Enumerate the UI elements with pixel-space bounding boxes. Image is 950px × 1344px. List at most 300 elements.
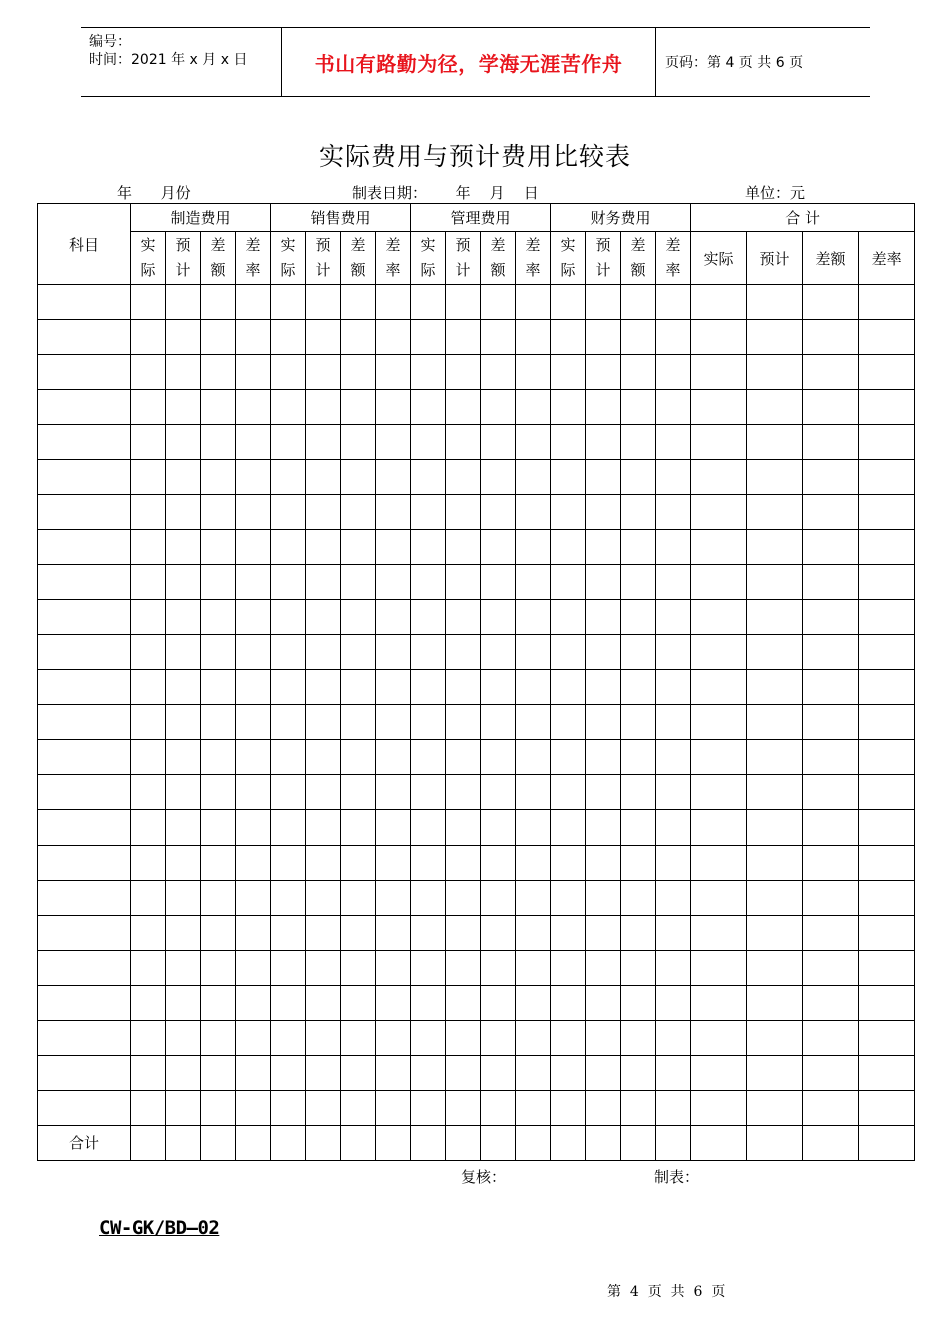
value-cell[interactable] — [201, 320, 236, 355]
value-cell[interactable] — [656, 775, 691, 810]
value-cell[interactable] — [166, 285, 201, 320]
value-cell[interactable] — [621, 390, 656, 425]
value-cell[interactable] — [551, 320, 586, 355]
value-cell[interactable] — [201, 950, 236, 985]
value-cell[interactable] — [586, 600, 621, 635]
value-cell[interactable] — [747, 985, 803, 1020]
value-cell[interactable] — [621, 670, 656, 705]
value-cell[interactable] — [341, 425, 376, 460]
value-cell[interactable] — [341, 600, 376, 635]
value-cell[interactable] — [481, 355, 516, 390]
value-cell[interactable] — [586, 635, 621, 670]
value-cell[interactable] — [586, 985, 621, 1020]
value-cell[interactable] — [201, 915, 236, 950]
value-cell[interactable] — [236, 565, 271, 600]
value-cell[interactable] — [621, 775, 656, 810]
value-cell[interactable] — [446, 985, 481, 1020]
value-cell[interactable] — [481, 600, 516, 635]
value-cell[interactable] — [131, 1090, 166, 1125]
value-cell[interactable] — [166, 775, 201, 810]
value-cell[interactable] — [859, 635, 915, 670]
value-cell[interactable] — [516, 460, 551, 495]
value-cell[interactable] — [621, 810, 656, 845]
value-cell[interactable] — [341, 355, 376, 390]
value-cell[interactable] — [271, 600, 306, 635]
value-cell[interactable] — [271, 705, 306, 740]
value-cell[interactable] — [411, 320, 446, 355]
value-cell[interactable] — [341, 320, 376, 355]
value-cell[interactable] — [803, 1055, 859, 1090]
value-cell[interactable] — [236, 530, 271, 565]
value-cell[interactable] — [166, 635, 201, 670]
subject-cell[interactable] — [38, 635, 131, 670]
subject-cell[interactable] — [38, 1020, 131, 1055]
value-cell[interactable] — [621, 950, 656, 985]
value-cell[interactable] — [236, 460, 271, 495]
value-cell[interactable] — [411, 600, 446, 635]
subject-cell[interactable] — [38, 845, 131, 880]
value-cell[interactable] — [271, 320, 306, 355]
value-cell[interactable] — [586, 740, 621, 775]
value-cell[interactable] — [236, 880, 271, 915]
value-cell[interactable] — [411, 530, 446, 565]
value-cell[interactable] — [656, 425, 691, 460]
value-cell[interactable] — [271, 1020, 306, 1055]
value-cell[interactable] — [411, 495, 446, 530]
value-cell[interactable] — [747, 600, 803, 635]
value-cell[interactable] — [131, 355, 166, 390]
value-cell[interactable] — [201, 775, 236, 810]
value-cell[interactable] — [656, 985, 691, 1020]
subject-cell[interactable] — [38, 355, 131, 390]
value-cell[interactable] — [516, 845, 551, 880]
value-cell[interactable] — [131, 1055, 166, 1090]
value-cell[interactable] — [747, 670, 803, 705]
value-cell[interactable] — [306, 1125, 341, 1160]
value-cell[interactable] — [859, 320, 915, 355]
value-cell[interactable] — [376, 1125, 411, 1160]
value-cell[interactable] — [236, 915, 271, 950]
value-cell[interactable] — [859, 775, 915, 810]
value-cell[interactable] — [691, 355, 747, 390]
value-cell[interactable] — [586, 425, 621, 460]
value-cell[interactable] — [621, 530, 656, 565]
value-cell[interactable] — [803, 845, 859, 880]
value-cell[interactable] — [271, 1090, 306, 1125]
value-cell[interactable] — [411, 1055, 446, 1090]
value-cell[interactable] — [747, 635, 803, 670]
subject-cell[interactable] — [38, 740, 131, 775]
value-cell[interactable] — [376, 495, 411, 530]
value-cell[interactable] — [747, 1055, 803, 1090]
value-cell[interactable] — [747, 530, 803, 565]
value-cell[interactable] — [586, 705, 621, 740]
value-cell[interactable] — [747, 355, 803, 390]
value-cell[interactable] — [376, 705, 411, 740]
value-cell[interactable] — [516, 355, 551, 390]
value-cell[interactable] — [859, 810, 915, 845]
value-cell[interactable] — [411, 880, 446, 915]
value-cell[interactable] — [306, 425, 341, 460]
value-cell[interactable] — [446, 495, 481, 530]
value-cell[interactable] — [656, 320, 691, 355]
value-cell[interactable] — [446, 530, 481, 565]
value-cell[interactable] — [803, 635, 859, 670]
value-cell[interactable] — [621, 635, 656, 670]
value-cell[interactable] — [621, 1090, 656, 1125]
value-cell[interactable] — [859, 845, 915, 880]
value-cell[interactable] — [481, 1090, 516, 1125]
value-cell[interactable] — [166, 1055, 201, 1090]
value-cell[interactable] — [166, 1125, 201, 1160]
value-cell[interactable] — [656, 635, 691, 670]
value-cell[interactable] — [306, 495, 341, 530]
value-cell[interactable] — [621, 705, 656, 740]
value-cell[interactable] — [306, 740, 341, 775]
value-cell[interactable] — [859, 985, 915, 1020]
value-cell[interactable] — [376, 1020, 411, 1055]
value-cell[interactable] — [131, 390, 166, 425]
value-cell[interactable] — [376, 460, 411, 495]
value-cell[interactable] — [481, 810, 516, 845]
value-cell[interactable] — [656, 1020, 691, 1055]
value-cell[interactable] — [481, 390, 516, 425]
value-cell[interactable] — [341, 810, 376, 845]
value-cell[interactable] — [446, 565, 481, 600]
subject-cell[interactable] — [38, 880, 131, 915]
value-cell[interactable] — [131, 880, 166, 915]
value-cell[interactable] — [803, 390, 859, 425]
value-cell[interactable] — [481, 425, 516, 460]
value-cell[interactable] — [166, 355, 201, 390]
value-cell[interactable] — [236, 1020, 271, 1055]
value-cell[interactable] — [691, 880, 747, 915]
value-cell[interactable] — [131, 740, 166, 775]
value-cell[interactable] — [411, 845, 446, 880]
value-cell[interactable] — [691, 1090, 747, 1125]
value-cell[interactable] — [376, 915, 411, 950]
value-cell[interactable] — [859, 1020, 915, 1055]
value-cell[interactable] — [446, 670, 481, 705]
value-cell[interactable] — [747, 565, 803, 600]
value-cell[interactable] — [376, 390, 411, 425]
value-cell[interactable] — [586, 320, 621, 355]
value-cell[interactable] — [201, 495, 236, 530]
value-cell[interactable] — [551, 425, 586, 460]
value-cell[interactable] — [446, 460, 481, 495]
value-cell[interactable] — [201, 355, 236, 390]
value-cell[interactable] — [131, 600, 166, 635]
value-cell[interactable] — [271, 460, 306, 495]
value-cell[interactable] — [747, 775, 803, 810]
value-cell[interactable] — [341, 775, 376, 810]
value-cell[interactable] — [586, 495, 621, 530]
value-cell[interactable] — [376, 320, 411, 355]
value-cell[interactable] — [341, 1090, 376, 1125]
subject-cell[interactable] — [38, 985, 131, 1020]
value-cell[interactable] — [341, 635, 376, 670]
value-cell[interactable] — [236, 740, 271, 775]
value-cell[interactable] — [201, 1125, 236, 1160]
value-cell[interactable] — [551, 880, 586, 915]
value-cell[interactable] — [803, 1125, 859, 1160]
value-cell[interactable] — [516, 565, 551, 600]
value-cell[interactable] — [236, 425, 271, 460]
value-cell[interactable] — [446, 740, 481, 775]
value-cell[interactable] — [306, 985, 341, 1020]
value-cell[interactable] — [859, 285, 915, 320]
value-cell[interactable] — [131, 635, 166, 670]
value-cell[interactable] — [481, 1020, 516, 1055]
value-cell[interactable] — [656, 1125, 691, 1160]
subject-cell[interactable] — [38, 495, 131, 530]
value-cell[interactable] — [131, 670, 166, 705]
value-cell[interactable] — [747, 320, 803, 355]
value-cell[interactable] — [271, 530, 306, 565]
value-cell[interactable] — [236, 495, 271, 530]
value-cell[interactable] — [271, 565, 306, 600]
value-cell[interactable] — [516, 950, 551, 985]
subject-cell[interactable] — [38, 600, 131, 635]
value-cell[interactable] — [376, 1090, 411, 1125]
value-cell[interactable] — [131, 1020, 166, 1055]
value-cell[interactable] — [236, 705, 271, 740]
value-cell[interactable] — [376, 600, 411, 635]
value-cell[interactable] — [747, 880, 803, 915]
value-cell[interactable] — [656, 950, 691, 985]
value-cell[interactable] — [747, 845, 803, 880]
value-cell[interactable] — [411, 705, 446, 740]
value-cell[interactable] — [551, 1020, 586, 1055]
value-cell[interactable] — [621, 425, 656, 460]
value-cell[interactable] — [446, 810, 481, 845]
value-cell[interactable] — [656, 530, 691, 565]
value-cell[interactable] — [516, 285, 551, 320]
value-cell[interactable] — [166, 950, 201, 985]
value-cell[interactable] — [306, 635, 341, 670]
value-cell[interactable] — [747, 950, 803, 985]
value-cell[interactable] — [481, 495, 516, 530]
value-cell[interactable] — [166, 845, 201, 880]
value-cell[interactable] — [446, 845, 481, 880]
value-cell[interactable] — [516, 425, 551, 460]
value-cell[interactable] — [621, 1125, 656, 1160]
value-cell[interactable] — [271, 880, 306, 915]
value-cell[interactable] — [411, 1020, 446, 1055]
value-cell[interactable] — [306, 530, 341, 565]
value-cell[interactable] — [131, 705, 166, 740]
value-cell[interactable] — [411, 1090, 446, 1125]
value-cell[interactable] — [446, 1090, 481, 1125]
value-cell[interactable] — [621, 1020, 656, 1055]
value-cell[interactable] — [516, 810, 551, 845]
value-cell[interactable] — [201, 985, 236, 1020]
value-cell[interactable] — [236, 810, 271, 845]
subject-cell[interactable] — [38, 810, 131, 845]
value-cell[interactable] — [803, 670, 859, 705]
value-cell[interactable] — [551, 985, 586, 1020]
value-cell[interactable] — [166, 320, 201, 355]
value-cell[interactable] — [166, 1090, 201, 1125]
value-cell[interactable] — [131, 530, 166, 565]
value-cell[interactable] — [551, 1125, 586, 1160]
value-cell[interactable] — [236, 845, 271, 880]
value-cell[interactable] — [747, 1090, 803, 1125]
value-cell[interactable] — [271, 810, 306, 845]
value-cell[interactable] — [166, 670, 201, 705]
subject-cell[interactable] — [38, 320, 131, 355]
value-cell[interactable] — [131, 285, 166, 320]
value-cell[interactable] — [376, 810, 411, 845]
value-cell[interactable] — [481, 985, 516, 1020]
subject-cell[interactable] — [38, 530, 131, 565]
value-cell[interactable] — [586, 1090, 621, 1125]
value-cell[interactable] — [691, 530, 747, 565]
value-cell[interactable] — [516, 915, 551, 950]
value-cell[interactable] — [306, 565, 341, 600]
value-cell[interactable] — [271, 985, 306, 1020]
value-cell[interactable] — [131, 915, 166, 950]
value-cell[interactable] — [803, 810, 859, 845]
value-cell[interactable] — [551, 810, 586, 845]
value-cell[interactable] — [271, 1125, 306, 1160]
value-cell[interactable] — [271, 1055, 306, 1090]
value-cell[interactable] — [271, 425, 306, 460]
value-cell[interactable] — [859, 425, 915, 460]
value-cell[interactable] — [747, 705, 803, 740]
value-cell[interactable] — [306, 355, 341, 390]
value-cell[interactable] — [621, 880, 656, 915]
value-cell[interactable] — [446, 600, 481, 635]
value-cell[interactable] — [747, 425, 803, 460]
value-cell[interactable] — [586, 880, 621, 915]
value-cell[interactable] — [586, 390, 621, 425]
value-cell[interactable] — [131, 495, 166, 530]
value-cell[interactable] — [803, 285, 859, 320]
value-cell[interactable] — [621, 1055, 656, 1090]
value-cell[interactable] — [747, 1020, 803, 1055]
value-cell[interactable] — [341, 845, 376, 880]
value-cell[interactable] — [306, 705, 341, 740]
value-cell[interactable] — [656, 810, 691, 845]
value-cell[interactable] — [691, 495, 747, 530]
value-cell[interactable] — [201, 1090, 236, 1125]
subject-cell[interactable] — [38, 460, 131, 495]
value-cell[interactable] — [551, 915, 586, 950]
value-cell[interactable] — [551, 635, 586, 670]
value-cell[interactable] — [586, 1125, 621, 1160]
value-cell[interactable] — [411, 425, 446, 460]
value-cell[interactable] — [481, 915, 516, 950]
value-cell[interactable] — [551, 565, 586, 600]
value-cell[interactable] — [341, 1055, 376, 1090]
value-cell[interactable] — [271, 355, 306, 390]
value-cell[interactable] — [306, 810, 341, 845]
value-cell[interactable] — [306, 775, 341, 810]
value-cell[interactable] — [131, 810, 166, 845]
value-cell[interactable] — [481, 705, 516, 740]
value-cell[interactable] — [656, 285, 691, 320]
value-cell[interactable] — [516, 705, 551, 740]
subject-cell[interactable] — [38, 705, 131, 740]
value-cell[interactable] — [166, 1020, 201, 1055]
value-cell[interactable] — [551, 705, 586, 740]
value-cell[interactable] — [691, 600, 747, 635]
value-cell[interactable] — [691, 320, 747, 355]
value-cell[interactable] — [747, 285, 803, 320]
value-cell[interactable] — [166, 425, 201, 460]
value-cell[interactable] — [341, 530, 376, 565]
value-cell[interactable] — [236, 635, 271, 670]
value-cell[interactable] — [166, 740, 201, 775]
value-cell[interactable] — [656, 390, 691, 425]
value-cell[interactable] — [131, 775, 166, 810]
subject-cell[interactable] — [38, 565, 131, 600]
value-cell[interactable] — [691, 1020, 747, 1055]
value-cell[interactable] — [306, 390, 341, 425]
value-cell[interactable] — [803, 740, 859, 775]
value-cell[interactable] — [621, 985, 656, 1020]
value-cell[interactable] — [481, 775, 516, 810]
value-cell[interactable] — [481, 670, 516, 705]
value-cell[interactable] — [446, 355, 481, 390]
value-cell[interactable] — [341, 460, 376, 495]
value-cell[interactable] — [411, 565, 446, 600]
subject-cell[interactable] — [38, 915, 131, 950]
value-cell[interactable] — [516, 1090, 551, 1125]
value-cell[interactable] — [271, 915, 306, 950]
value-cell[interactable] — [166, 390, 201, 425]
value-cell[interactable] — [446, 775, 481, 810]
value-cell[interactable] — [859, 1090, 915, 1125]
value-cell[interactable] — [411, 285, 446, 320]
value-cell[interactable] — [859, 950, 915, 985]
value-cell[interactable] — [236, 775, 271, 810]
value-cell[interactable] — [236, 950, 271, 985]
value-cell[interactable] — [166, 565, 201, 600]
value-cell[interactable] — [586, 950, 621, 985]
value-cell[interactable] — [306, 1055, 341, 1090]
value-cell[interactable] — [551, 460, 586, 495]
value-cell[interactable] — [551, 495, 586, 530]
value-cell[interactable] — [656, 600, 691, 635]
value-cell[interactable] — [131, 460, 166, 495]
value-cell[interactable] — [516, 495, 551, 530]
value-cell[interactable] — [656, 1055, 691, 1090]
value-cell[interactable] — [586, 565, 621, 600]
value-cell[interactable] — [656, 495, 691, 530]
value-cell[interactable] — [201, 390, 236, 425]
value-cell[interactable] — [803, 425, 859, 460]
subject-cell[interactable] — [38, 390, 131, 425]
value-cell[interactable] — [621, 495, 656, 530]
value-cell[interactable] — [236, 670, 271, 705]
value-cell[interactable] — [271, 845, 306, 880]
value-cell[interactable] — [446, 320, 481, 355]
value-cell[interactable] — [516, 530, 551, 565]
value-cell[interactable] — [446, 880, 481, 915]
value-cell[interactable] — [201, 530, 236, 565]
value-cell[interactable] — [481, 1125, 516, 1160]
value-cell[interactable] — [411, 740, 446, 775]
value-cell[interactable] — [131, 565, 166, 600]
value-cell[interactable] — [586, 285, 621, 320]
value-cell[interactable] — [656, 460, 691, 495]
value-cell[interactable] — [236, 600, 271, 635]
value-cell[interactable] — [166, 495, 201, 530]
value-cell[interactable] — [306, 845, 341, 880]
value-cell[interactable] — [747, 810, 803, 845]
